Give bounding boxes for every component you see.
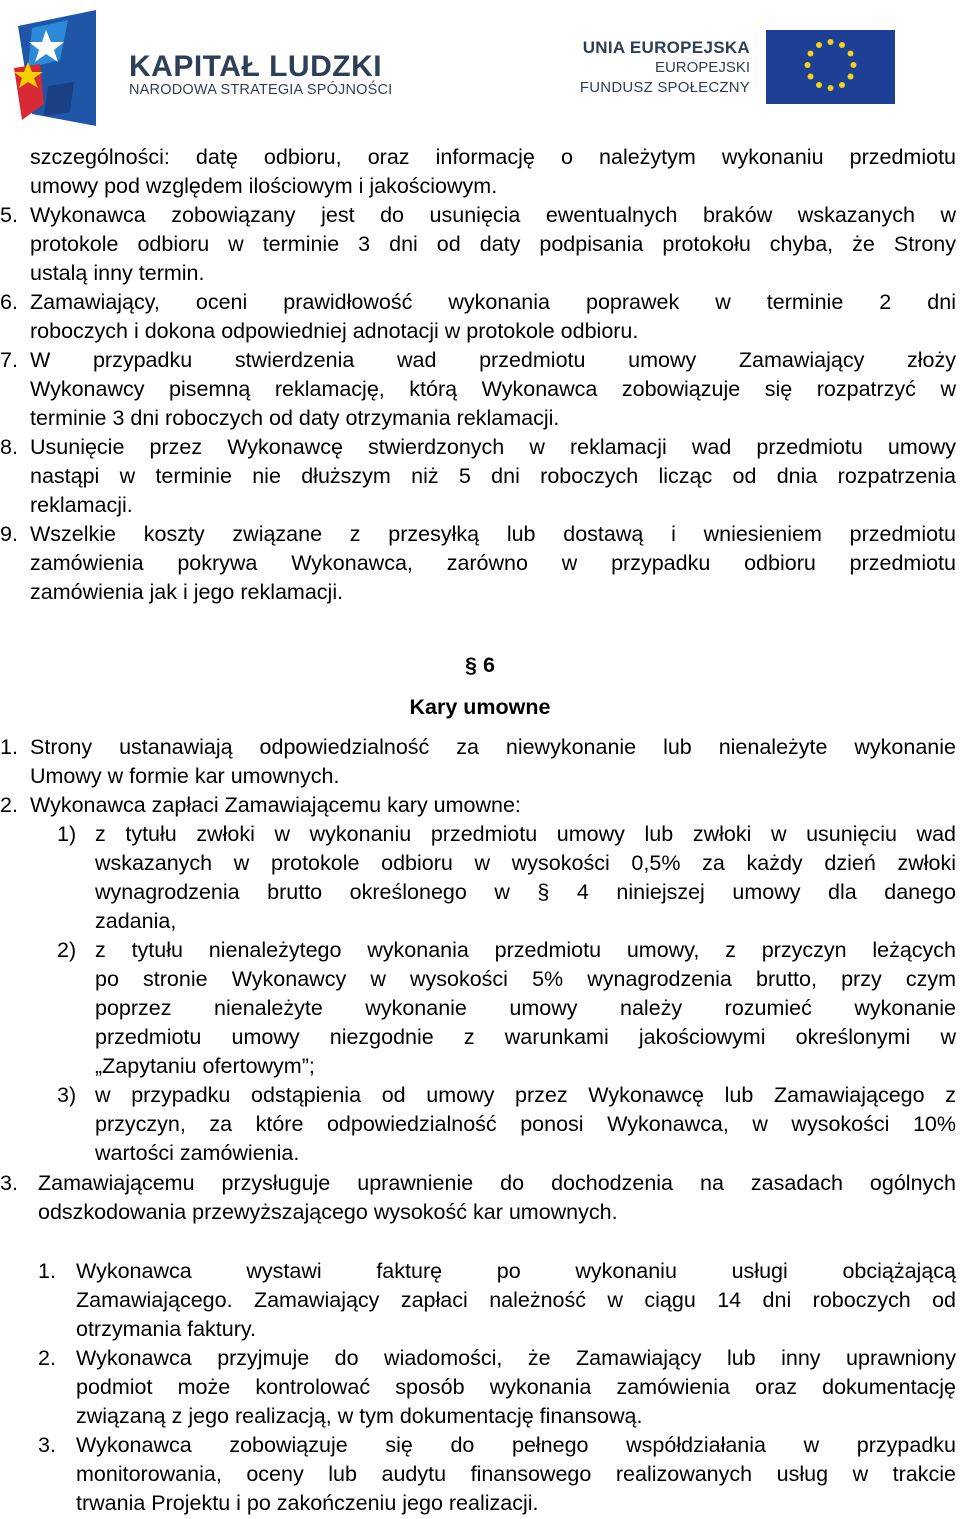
list-item-9 [0,520,956,549]
list-text: Wykonawca zobowiązany jest do usunięcia ewentualnych braków wskazanych w [30,203,956,227]
paragraph-line: szczególności: datę odbioru, oraz informację o należytym wykonaniu przedmiotu [30,145,956,169]
list-text: W przypadku stwierdzenia wad przedmiotu umowy Zamawiający złoży [30,348,956,372]
list-number: 2. [0,793,18,817]
sub-text: w przypadku odstąpienia od umowy przez Wykonawcę lub Zamawiającego z [95,1083,956,1107]
kapital-ludzki-subtitle: NARODOWA STRATEGIA SPÓJNOŚCI [129,82,393,98]
list-number: 9. [0,522,18,546]
list-number: 6. [0,290,18,314]
paragraph-line: zamówienia pokrywa Wykonawca, zarówno w przypadku odbioru przedmiotu [30,551,956,575]
sub-number: 2) [57,938,77,962]
paragraph-line: terminie 3 dni roboczych od daty otrzymania reklamacji. [30,406,560,430]
paragraph-line: nastąpi w terminie nie dłuższym niż 5 dni roboczych licząc od dnia rozpatrzenia [30,464,956,488]
paragraph-line: protokole odbioru w terminie 3 dni od daty podpisania protokołu chyba, że Strony [30,232,956,256]
paragraph-line: związaną z jego realizacją, w tym dokumentację finansową. [76,1404,643,1428]
paragraph-line: odszkodowania przewyższającego wysokość kar umownych. [38,1200,618,1224]
sub-item-3 [57,1081,956,1110]
paragraph-line: wartości zamówienia. [95,1141,300,1165]
sub-number: 3) [57,1083,77,1107]
paragraph-line: zamówienia jak i jego reklamacji. [30,580,344,604]
page-header [0,0,960,135]
list-text: Wykonawca zapłaci Zamawiającemu kary umowne: [30,793,521,817]
list-number: 8. [0,435,18,459]
paragraph-line: „Zapytaniu ofertowym”; [95,1054,315,1078]
list-number: 5. [0,203,18,227]
paragraph-line: zadania, [95,909,177,933]
section-number: § 6 [465,653,495,677]
list-text: Wykonawca wystawi fakturę po wykonaniu usługi obciążającą [76,1259,956,1283]
sub-number: 1) [57,822,77,846]
paragraph-line: roboczych i dokona odpowiedniej adnotacji w protokole odbioru. [30,319,639,343]
eu-line-social-fund: FUNDUSZ SPOŁECZNY [579,79,750,96]
list-item-3 [0,1169,956,1198]
list-text: Zamawiającemu przysługuje uprawnienie do dochodzenia na zasadach ogólnych [38,1171,956,1195]
paragraph-line: ustalą inny termin. [30,261,205,285]
list-text: Zamawiający, oceni prawidłowość wykonania poprawek w terminie 2 dni [30,290,956,314]
eu-line-union: UNIA EUROPEJSKA [582,38,750,57]
list-item-5 [0,201,956,230]
list-item-6 [0,288,956,317]
eu-flag-icon [766,30,895,104]
list-number: 3. [38,1433,56,1457]
list-text: Strony ustanawiają odpowiedzialność za niewykonanie lub nienależyte wykonanie [30,735,956,759]
paragraph-line: przedmiotu umowy niezgodnie z warunkami jakościowymi określonymi w [95,1025,956,1049]
payment-item-2 [38,1344,956,1373]
list-number: 1. [0,735,18,759]
paragraph-line: podmiot może kontrolować sposób wykonania zamówienia oraz dokumentację [76,1375,956,1399]
list-number: 1. [38,1259,56,1283]
eu-line-european: EUROPEJSKI [654,59,750,76]
paragraph-line: umowy pod względem ilościowym i jakościowym. [30,174,498,198]
paragraph-line: Zamawiającego. Zamawiający zapłaci należność w ciągu 14 dni roboczych od [76,1288,956,1312]
paragraph-line: Umowy w formie kar umownych. [30,764,340,788]
sub-item-1 [57,820,956,849]
list-number: 3. [0,1171,18,1195]
list-item-2 [0,791,956,820]
sub-text: z tytułu zwłoki w wykonaniu przedmiotu umowy lub zwłoki w usunięciu wad [95,822,956,846]
sub-item-2 [57,936,956,965]
eu-fund-label [580,38,750,98]
list-text: Wszelkie koszty związane z przesyłką lub dostawą i wniesieniem przedmiotu [30,522,956,546]
paragraph-line: reklamacji. [30,493,133,517]
list-text: Wykonawca zobowiązuje się do pełnego współdziałania w przypadku [76,1433,956,1457]
paragraph-line: trwania Projektu i po zakończeniu jego realizacji. [76,1491,539,1515]
list-number: 2. [38,1346,56,1370]
payment-item-3 [38,1431,956,1460]
paragraph-line: po stronie Wykonawcy w wysokości 5% wynagrodzenia brutto, przy czym [95,967,956,991]
list-number: 7. [0,348,18,372]
paragraph-line: Wykonawcy pisemną reklamację, którą Wykonawca zobowiązuje się rozpatrzyć w [30,377,956,401]
paragraph-line: przyczyn, za które odpowiedzialność ponosi Wykonawca, w wysokości 10% [95,1112,956,1136]
list-item-7 [0,346,956,375]
paragraph-line: wskazanych w protokole odbioru w wysokości 0,5% za każdy dzień zwłoki [95,851,956,875]
list-text: Wykonawca przyjmuje do wiadomości, że Zamawiający lub inny uprawniony [76,1346,956,1370]
section-title: Kary umowne [409,695,551,719]
list-item-8 [0,433,956,462]
list-text: Usunięcie przez Wykonawcę stwierdzonych w reklamacji wad przedmiotu umowy [30,435,956,459]
paragraph-line: monitorowania, oceny lub audytu finansowego realizowanych usług w trakcie [76,1462,956,1486]
paragraph-line: poprzez nienależyte wykonanie umowy należy rozumieć wykonanie [95,996,956,1020]
payment-item-1 [38,1257,956,1286]
kapital-ludzki-title: KAPITAŁ LUDZKI [129,50,383,83]
kapital-ludzki-logo-icon [8,8,104,128]
list-item-1 [0,733,956,762]
paragraph-line: wynagrodzenia brutto określonego w § 4 niniejszej umowy dla danego [95,880,956,904]
sub-text: z tytułu nienależytego wykonania przedmiotu umowy, z przyczyn leżących [95,938,956,962]
paragraph-line: otrzymania faktury. [76,1317,257,1341]
